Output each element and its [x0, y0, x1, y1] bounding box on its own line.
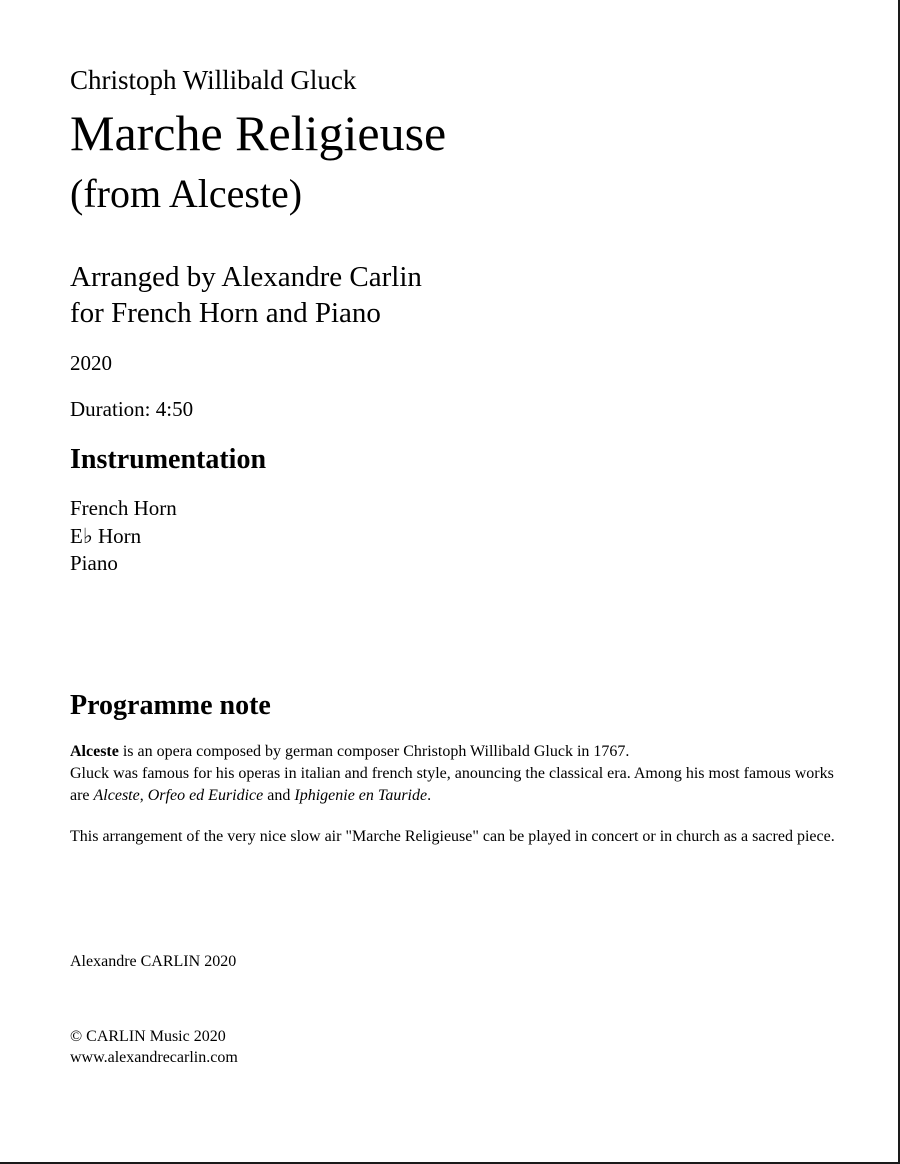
website-link[interactable]: www.alexandrecarlin.com: [70, 1049, 238, 1066]
note-text: .: [427, 787, 432, 804]
arranger-credit: Arranged by Alexandre Carlin: [70, 261, 422, 293]
programme-note-paragraph-2: This arrangement of the very nice slow air "Marche Religieuse" can be played in concert or in church as a sacred piece.: [70, 828, 835, 845]
work-title: Orfeo ed Euridice: [147, 787, 264, 804]
work-title: Iphigenie en Tauride: [294, 787, 428, 804]
instrumentation-heading: Instrumentation: [70, 444, 267, 475]
piece-title: Marche Religieuse: [70, 105, 447, 161]
note-text: ,: [139, 787, 148, 804]
piece-subtitle: (from Alceste): [70, 171, 303, 216]
instrument-item: Piano: [70, 551, 118, 575]
note-text: is an opera composed by german composer Christoph Willibald Gluck in 1767.: [118, 743, 630, 760]
programme-note-heading: Programme note: [70, 690, 271, 721]
instrument-item: E♭ Horn: [70, 523, 142, 548]
note-text: Gluck was famous for his operas in italian and french style, anouncing the classical era. Among his most famous works are: [70, 765, 834, 804]
note-text: and: [263, 787, 295, 804]
duration: Duration: 4:50: [70, 397, 194, 421]
copyright-notice: © CARLIN Music 2020: [70, 1028, 226, 1045]
work-title: Alceste: [93, 787, 140, 804]
arrangement-instrumentation: for French Horn and Piano: [70, 297, 381, 329]
composer-name: Christoph Willibald Gluck: [70, 65, 357, 95]
signature: Alexandre CARLIN 2020: [70, 953, 237, 970]
programme-note-paragraph-1: [70, 741, 840, 807]
arrangement-year: 2020: [70, 351, 112, 375]
instrument-item: French Horn: [70, 496, 177, 520]
instrumentation-list: [70, 495, 177, 578]
alceste-bold: Alceste: [70, 743, 119, 760]
